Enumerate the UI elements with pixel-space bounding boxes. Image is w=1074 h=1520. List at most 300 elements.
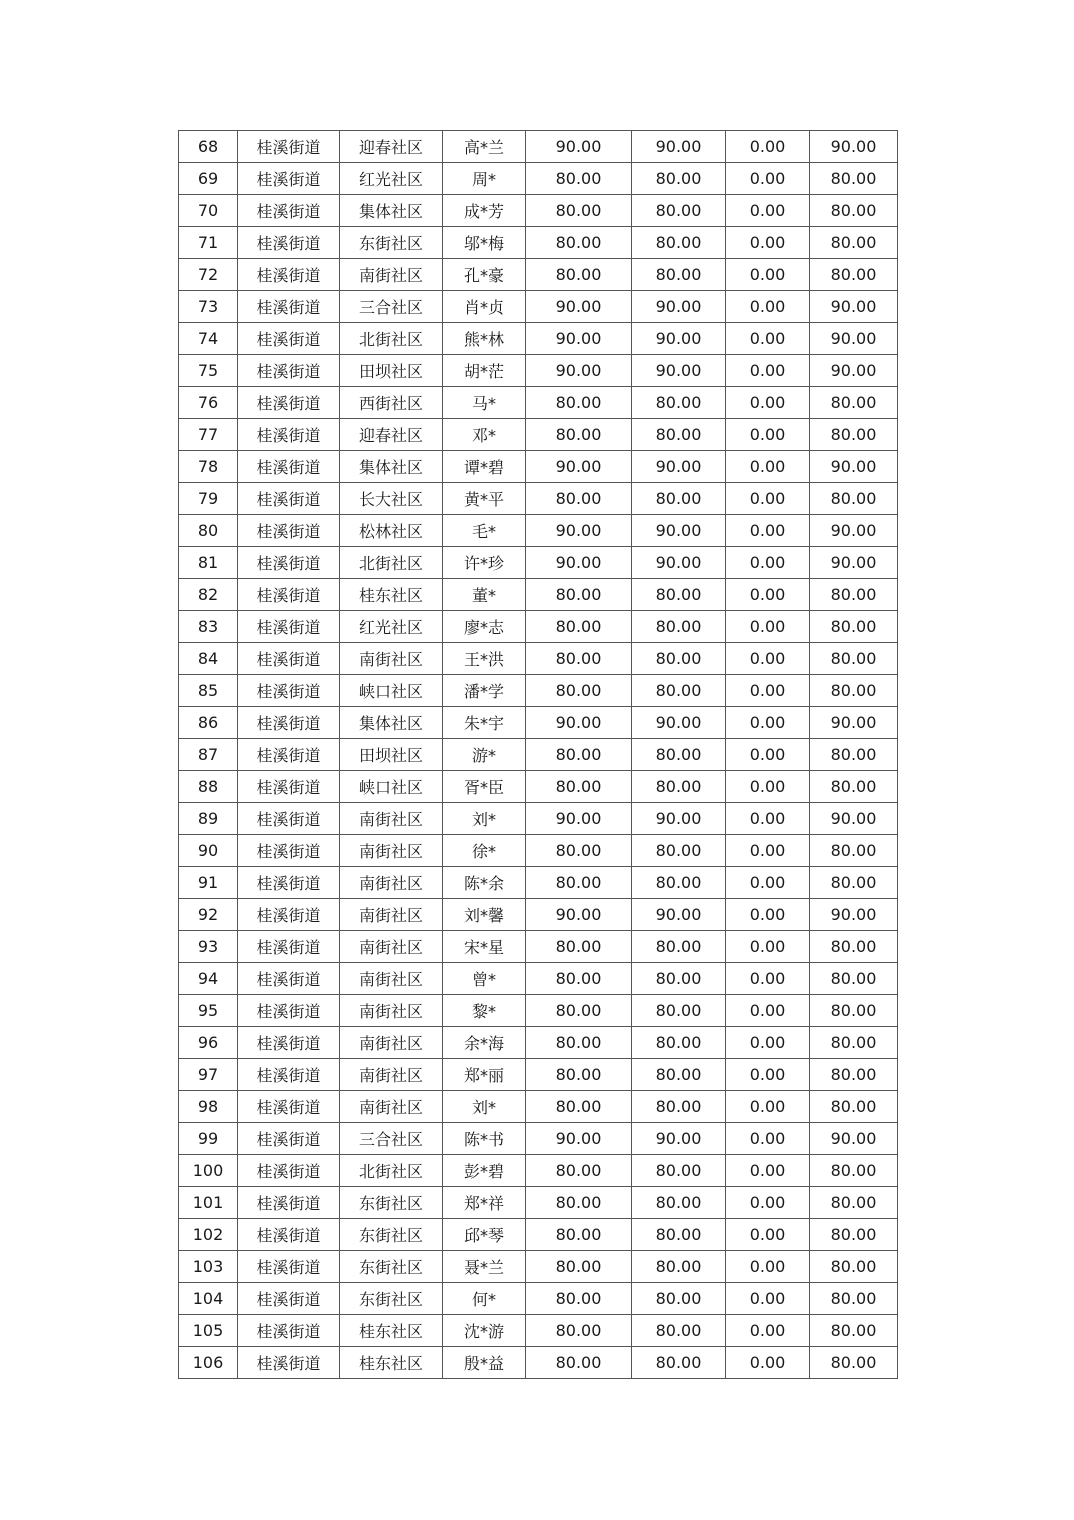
roster-body [179,131,898,1379]
amount-cell-4: 80.00 [810,259,898,291]
subdistrict-cell: 桂溪街道 [238,451,340,483]
name-cell: 熊*林 [443,323,526,355]
amount-cell-3: 0.00 [726,963,810,995]
table-row [179,547,898,579]
amount-cell-1: 80.00 [526,163,632,195]
name-cell: 邬*梅 [443,227,526,259]
subdistrict-cell: 桂溪街道 [238,163,340,195]
amount-cell-4: 80.00 [810,195,898,227]
amount-cell-1: 80.00 [526,1283,632,1315]
serial-number-cell: 88 [179,771,238,803]
table-row [179,995,898,1027]
serial-number-cell: 69 [179,163,238,195]
serial-number-cell: 84 [179,643,238,675]
subdistrict-cell: 桂溪街道 [238,195,340,227]
amount-cell-2: 90.00 [632,899,726,931]
amount-cell-3: 0.00 [726,387,810,419]
amount-cell-1: 80.00 [526,1091,632,1123]
subdistrict-cell: 桂溪街道 [238,1059,340,1091]
table-row [179,1059,898,1091]
amount-cell-2: 80.00 [632,195,726,227]
amount-cell-1: 80.00 [526,643,632,675]
amount-cell-3: 0.00 [726,1283,810,1315]
name-cell: 马* [443,387,526,419]
serial-number-cell: 90 [179,835,238,867]
amount-cell-3: 0.00 [726,323,810,355]
community-cell: 桂东社区 [340,1315,443,1347]
name-cell: 潘*学 [443,675,526,707]
serial-number-cell: 97 [179,1059,238,1091]
community-cell: 集体社区 [340,707,443,739]
subdistrict-cell: 桂溪街道 [238,1219,340,1251]
amount-cell-3: 0.00 [726,1091,810,1123]
name-cell: 廖*志 [443,611,526,643]
community-cell: 西街社区 [340,387,443,419]
name-cell: 肖*贞 [443,291,526,323]
amount-cell-4: 80.00 [810,963,898,995]
amount-cell-1: 80.00 [526,1347,632,1379]
subdistrict-cell: 桂溪街道 [238,1187,340,1219]
name-cell: 成*芳 [443,195,526,227]
serial-number-cell: 72 [179,259,238,291]
amount-cell-1: 80.00 [526,867,632,899]
table-row [179,131,898,163]
amount-cell-4: 80.00 [810,739,898,771]
table-row [179,291,898,323]
amount-cell-2: 80.00 [632,483,726,515]
subdistrict-cell: 桂溪街道 [238,675,340,707]
table-row [179,259,898,291]
subdistrict-cell: 桂溪街道 [238,995,340,1027]
amount-cell-2: 80.00 [632,579,726,611]
serial-number-cell: 86 [179,707,238,739]
community-cell: 田坝社区 [340,355,443,387]
amount-cell-3: 0.00 [726,611,810,643]
name-cell: 徐* [443,835,526,867]
amount-cell-3: 0.00 [726,291,810,323]
serial-number-cell: 83 [179,611,238,643]
table-row [179,1251,898,1283]
name-cell: 彭*碧 [443,1155,526,1187]
subdistrict-cell: 桂溪街道 [238,515,340,547]
community-cell: 东街社区 [340,227,443,259]
amount-cell-2: 90.00 [632,355,726,387]
name-cell: 胥*臣 [443,771,526,803]
name-cell: 郑*丽 [443,1059,526,1091]
subdistrict-cell: 桂溪街道 [238,579,340,611]
community-cell: 南街社区 [340,963,443,995]
name-cell: 殷*益 [443,1347,526,1379]
serial-number-cell: 93 [179,931,238,963]
amount-cell-1: 90.00 [526,515,632,547]
amount-cell-2: 80.00 [632,1219,726,1251]
name-cell: 毛* [443,515,526,547]
name-cell: 刘* [443,1091,526,1123]
table-row [179,835,898,867]
amount-cell-1: 80.00 [526,771,632,803]
serial-number-cell: 95 [179,995,238,1027]
amount-cell-3: 0.00 [726,1155,810,1187]
name-cell: 何* [443,1283,526,1315]
serial-number-cell: 81 [179,547,238,579]
subdistrict-cell: 桂溪街道 [238,1315,340,1347]
subdistrict-cell: 桂溪街道 [238,323,340,355]
subdistrict-cell: 桂溪街道 [238,643,340,675]
amount-cell-4: 80.00 [810,1059,898,1091]
community-cell: 三合社区 [340,291,443,323]
subdistrict-cell: 桂溪街道 [238,1283,340,1315]
amount-cell-1: 80.00 [526,931,632,963]
table-row [179,1347,898,1379]
subdistrict-cell: 桂溪街道 [238,387,340,419]
table-row [179,515,898,547]
table-row [179,739,898,771]
name-cell: 曾* [443,963,526,995]
community-cell: 红光社区 [340,611,443,643]
amount-cell-1: 80.00 [526,611,632,643]
amount-cell-3: 0.00 [726,867,810,899]
subdistrict-cell: 桂溪街道 [238,803,340,835]
amount-cell-4: 90.00 [810,547,898,579]
subdistrict-cell: 桂溪街道 [238,739,340,771]
community-cell: 集体社区 [340,451,443,483]
table-row [179,195,898,227]
name-cell: 董* [443,579,526,611]
table-row [179,1315,898,1347]
amount-cell-2: 80.00 [632,771,726,803]
community-cell: 南街社区 [340,931,443,963]
serial-number-cell: 78 [179,451,238,483]
community-cell: 南街社区 [340,1059,443,1091]
amount-cell-4: 80.00 [810,771,898,803]
table-row [179,867,898,899]
subdistrict-cell: 桂溪街道 [238,259,340,291]
community-cell: 南街社区 [340,1027,443,1059]
community-cell: 南街社区 [340,259,443,291]
subdistrict-cell: 桂溪街道 [238,835,340,867]
name-cell: 高*兰 [443,131,526,163]
community-cell: 三合社区 [340,1123,443,1155]
subdistrict-cell: 桂溪街道 [238,899,340,931]
amount-cell-2: 90.00 [632,803,726,835]
amount-cell-2: 80.00 [632,1187,726,1219]
name-cell: 聂*兰 [443,1251,526,1283]
amount-cell-2: 80.00 [632,1091,726,1123]
amount-cell-1: 80.00 [526,995,632,1027]
amount-cell-4: 80.00 [810,835,898,867]
community-cell: 南街社区 [340,643,443,675]
serial-number-cell: 77 [179,419,238,451]
amount-cell-2: 80.00 [632,259,726,291]
amount-cell-1: 80.00 [526,259,632,291]
amount-cell-1: 80.00 [526,419,632,451]
community-cell: 迎春社区 [340,131,443,163]
serial-number-cell: 80 [179,515,238,547]
table-row [179,643,898,675]
amount-cell-3: 0.00 [726,995,810,1027]
amount-cell-2: 90.00 [632,131,726,163]
amount-cell-3: 0.00 [726,1251,810,1283]
table-row [179,1283,898,1315]
subdistrict-cell: 桂溪街道 [238,771,340,803]
amount-cell-3: 0.00 [726,259,810,291]
name-cell: 黄*平 [443,483,526,515]
serial-number-cell: 105 [179,1315,238,1347]
amount-cell-4: 80.00 [810,163,898,195]
table-row [179,323,898,355]
community-cell: 长大社区 [340,483,443,515]
name-cell: 邱*琴 [443,1219,526,1251]
subdistrict-cell: 桂溪街道 [238,483,340,515]
name-cell: 宋*星 [443,931,526,963]
amount-cell-3: 0.00 [726,1219,810,1251]
community-cell: 东街社区 [340,1283,443,1315]
amount-cell-2: 80.00 [632,675,726,707]
community-cell: 北街社区 [340,547,443,579]
amount-cell-4: 80.00 [810,867,898,899]
serial-number-cell: 91 [179,867,238,899]
amount-cell-3: 0.00 [726,1027,810,1059]
subdistrict-cell: 桂溪街道 [238,707,340,739]
community-cell: 东街社区 [340,1187,443,1219]
amount-cell-1: 90.00 [526,131,632,163]
amount-cell-1: 90.00 [526,355,632,387]
amount-cell-3: 0.00 [726,835,810,867]
subdistrict-cell: 桂溪街道 [238,1347,340,1379]
subdistrict-cell: 桂溪街道 [238,291,340,323]
amount-cell-4: 90.00 [810,323,898,355]
amount-cell-2: 90.00 [632,451,726,483]
name-cell: 孔*豪 [443,259,526,291]
amount-cell-2: 80.00 [632,227,726,259]
amount-cell-4: 90.00 [810,291,898,323]
amount-cell-2: 80.00 [632,963,726,995]
amount-cell-1: 80.00 [526,963,632,995]
serial-number-cell: 75 [179,355,238,387]
amount-cell-2: 90.00 [632,707,726,739]
subdistrict-cell: 桂溪街道 [238,355,340,387]
amount-cell-4: 80.00 [810,1091,898,1123]
amount-cell-4: 80.00 [810,1155,898,1187]
amount-cell-2: 90.00 [632,323,726,355]
amount-cell-1: 80.00 [526,227,632,259]
community-cell: 东街社区 [340,1219,443,1251]
amount-cell-2: 80.00 [632,995,726,1027]
amount-cell-2: 80.00 [632,611,726,643]
amount-cell-4: 80.00 [810,1187,898,1219]
amount-cell-4: 80.00 [810,675,898,707]
amount-cell-2: 80.00 [632,1059,726,1091]
amount-cell-2: 90.00 [632,515,726,547]
community-cell: 红光社区 [340,163,443,195]
amount-cell-3: 0.00 [726,643,810,675]
amount-cell-2: 80.00 [632,931,726,963]
table-row [179,675,898,707]
table-row [179,771,898,803]
serial-number-cell: 79 [179,483,238,515]
amount-cell-3: 0.00 [726,163,810,195]
subdistrict-cell: 桂溪街道 [238,547,340,579]
amount-cell-1: 80.00 [526,1251,632,1283]
amount-cell-4: 90.00 [810,451,898,483]
table-row [179,1027,898,1059]
community-cell: 北街社区 [340,323,443,355]
amount-cell-1: 80.00 [526,1059,632,1091]
table-row [179,611,898,643]
community-cell: 迎春社区 [340,419,443,451]
amount-cell-3: 0.00 [726,739,810,771]
community-cell: 南街社区 [340,803,443,835]
serial-number-cell: 96 [179,1027,238,1059]
serial-number-cell: 101 [179,1187,238,1219]
amount-cell-4: 80.00 [810,1283,898,1315]
amount-cell-4: 80.00 [810,483,898,515]
amount-cell-1: 90.00 [526,451,632,483]
amount-cell-1: 80.00 [526,1187,632,1219]
amount-cell-1: 90.00 [526,899,632,931]
community-cell: 东街社区 [340,1251,443,1283]
serial-number-cell: 106 [179,1347,238,1379]
subdistrict-cell: 桂溪街道 [238,419,340,451]
table-row [179,451,898,483]
subdistrict-cell: 桂溪街道 [238,1123,340,1155]
community-cell: 田坝社区 [340,739,443,771]
name-cell: 刘* [443,803,526,835]
amount-cell-1: 80.00 [526,1155,632,1187]
amount-cell-4: 80.00 [810,579,898,611]
subdistrict-cell: 桂溪街道 [238,131,340,163]
table-row [179,1155,898,1187]
amount-cell-2: 90.00 [632,547,726,579]
amount-cell-1: 80.00 [526,195,632,227]
name-cell: 陈*书 [443,1123,526,1155]
amount-cell-2: 80.00 [632,387,726,419]
amount-cell-4: 80.00 [810,995,898,1027]
amount-cell-2: 80.00 [632,1283,726,1315]
community-cell: 集体社区 [340,195,443,227]
serial-number-cell: 74 [179,323,238,355]
amount-cell-4: 80.00 [810,1315,898,1347]
name-cell: 余*海 [443,1027,526,1059]
amount-cell-4: 80.00 [810,1251,898,1283]
table-row [179,1219,898,1251]
serial-number-cell: 92 [179,899,238,931]
amount-cell-3: 0.00 [726,227,810,259]
amount-cell-1: 90.00 [526,547,632,579]
amount-cell-2: 90.00 [632,291,726,323]
serial-number-cell: 73 [179,291,238,323]
amount-cell-3: 0.00 [726,355,810,387]
amount-cell-1: 80.00 [526,1027,632,1059]
serial-number-cell: 71 [179,227,238,259]
amount-cell-2: 80.00 [632,1027,726,1059]
table-row [179,899,898,931]
amount-cell-3: 0.00 [726,803,810,835]
amount-cell-1: 90.00 [526,291,632,323]
table-row [179,1123,898,1155]
amount-cell-2: 80.00 [632,1347,726,1379]
amount-cell-1: 80.00 [526,675,632,707]
amount-cell-3: 0.00 [726,771,810,803]
serial-number-cell: 85 [179,675,238,707]
amount-cell-2: 80.00 [632,835,726,867]
amount-cell-1: 80.00 [526,1219,632,1251]
amount-cell-4: 90.00 [810,515,898,547]
amount-cell-3: 0.00 [726,675,810,707]
subdistrict-cell: 桂溪街道 [238,931,340,963]
serial-number-cell: 89 [179,803,238,835]
serial-number-cell: 100 [179,1155,238,1187]
amount-cell-3: 0.00 [726,1187,810,1219]
table-row [179,387,898,419]
name-cell: 邓* [443,419,526,451]
serial-number-cell: 94 [179,963,238,995]
amount-cell-4: 90.00 [810,1123,898,1155]
amount-cell-1: 90.00 [526,707,632,739]
subdistrict-cell: 桂溪街道 [238,867,340,899]
community-cell: 南街社区 [340,899,443,931]
community-cell: 桂东社区 [340,579,443,611]
name-cell: 郑*祥 [443,1187,526,1219]
amount-cell-3: 0.00 [726,515,810,547]
amount-cell-2: 80.00 [632,163,726,195]
amount-cell-1: 90.00 [526,1123,632,1155]
serial-number-cell: 103 [179,1251,238,1283]
amount-cell-1: 80.00 [526,739,632,771]
amount-cell-1: 80.00 [526,387,632,419]
table-row [179,163,898,195]
amount-cell-3: 0.00 [726,451,810,483]
amount-cell-2: 80.00 [632,1315,726,1347]
amount-cell-1: 80.00 [526,579,632,611]
amount-cell-4: 80.00 [810,643,898,675]
name-cell: 刘*馨 [443,899,526,931]
community-cell: 南街社区 [340,995,443,1027]
amount-cell-4: 90.00 [810,803,898,835]
amount-cell-1: 80.00 [526,835,632,867]
serial-number-cell: 87 [179,739,238,771]
table-row [179,419,898,451]
roster-table [178,130,898,1379]
table-row [179,707,898,739]
serial-number-cell: 82 [179,579,238,611]
subdistrict-cell: 桂溪街道 [238,1091,340,1123]
subdistrict-cell: 桂溪街道 [238,963,340,995]
name-cell: 陈*余 [443,867,526,899]
amount-cell-4: 80.00 [810,419,898,451]
amount-cell-2: 90.00 [632,1123,726,1155]
table-row [179,227,898,259]
community-cell: 松林社区 [340,515,443,547]
community-cell: 北街社区 [340,1155,443,1187]
community-cell: 桂东社区 [340,1347,443,1379]
amount-cell-1: 80.00 [526,483,632,515]
amount-cell-3: 0.00 [726,1123,810,1155]
subdistrict-cell: 桂溪街道 [238,611,340,643]
table-row [179,579,898,611]
amount-cell-3: 0.00 [726,1315,810,1347]
amount-cell-1: 90.00 [526,803,632,835]
community-cell: 南街社区 [340,1091,443,1123]
amount-cell-3: 0.00 [726,483,810,515]
name-cell: 沈*游 [443,1315,526,1347]
amount-cell-4: 80.00 [810,387,898,419]
subdistrict-cell: 桂溪街道 [238,1251,340,1283]
amount-cell-3: 0.00 [726,931,810,963]
serial-number-cell: 70 [179,195,238,227]
amount-cell-3: 0.00 [726,899,810,931]
amount-cell-3: 0.00 [726,131,810,163]
